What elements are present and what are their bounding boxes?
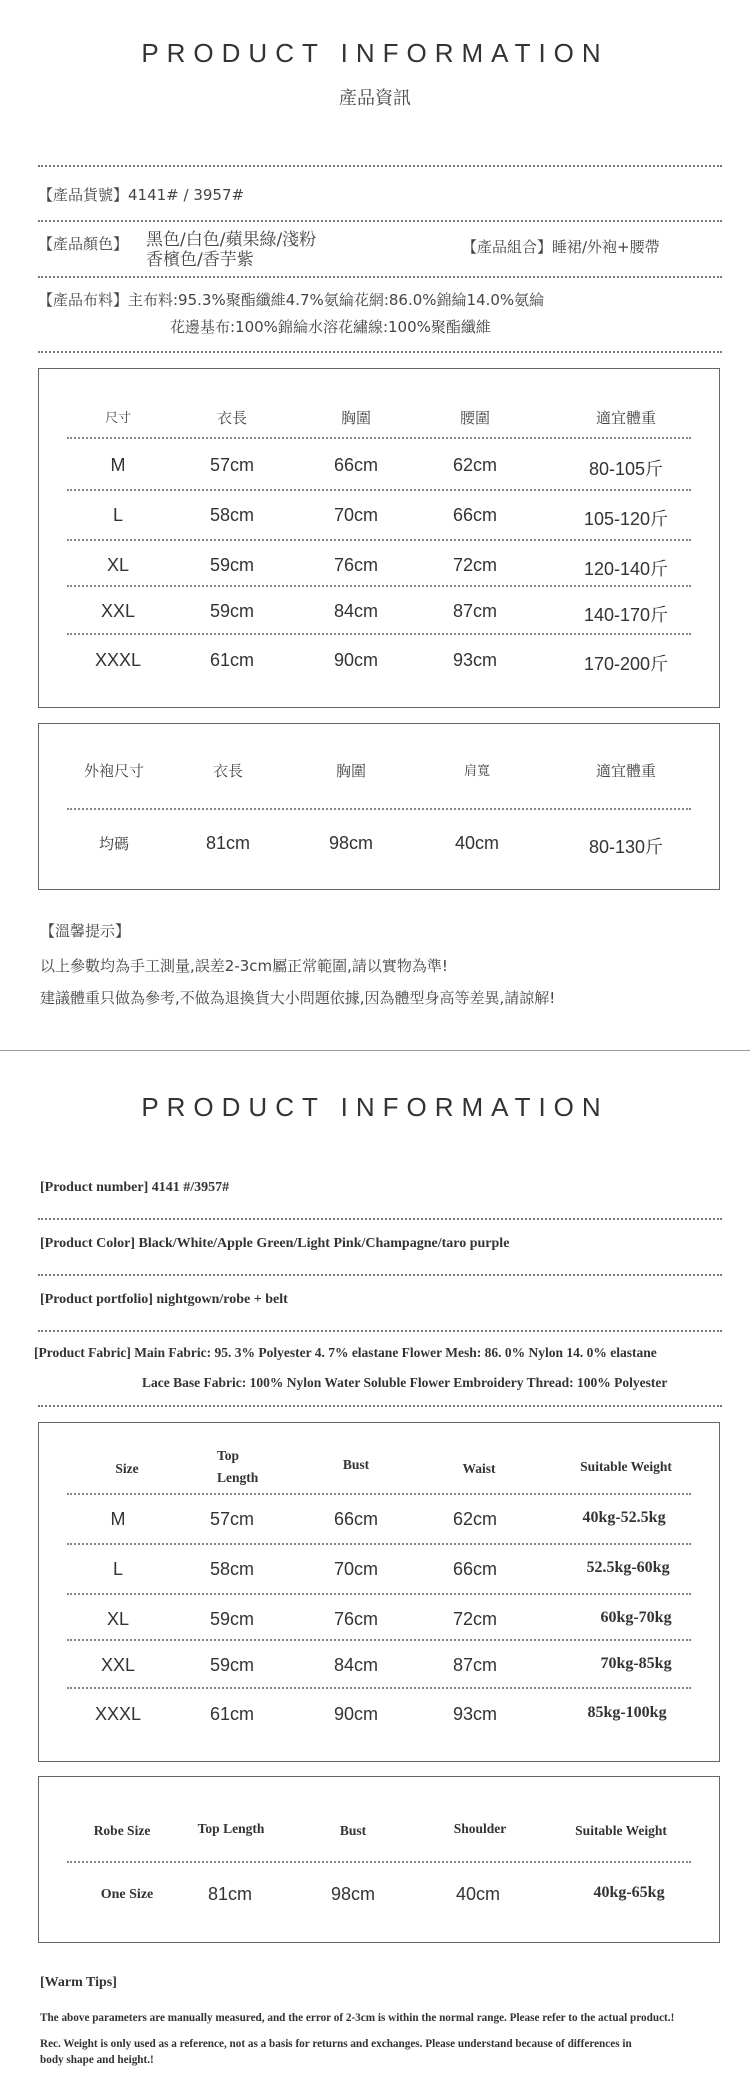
cell-length: 59cm xyxy=(209,601,255,621)
fabric-line-1-cn: 【產品布料】主布料:95.3%聚酯纖維4.7%氨綸花網:86.0%錦綸14.0%氨綸 xyxy=(38,291,545,309)
header-weight: Suitable Weight xyxy=(575,1823,667,1838)
cell-length: 57cm xyxy=(209,455,255,475)
table-row xyxy=(39,601,719,635)
header-top-length: Top Length xyxy=(217,1448,259,1485)
tips-line-2-en: Rec. Weight is only used as a reference, not as a basis for returns and exchanges. Please understand because of differences in xyxy=(40,2038,632,2050)
table-header xyxy=(39,407,719,441)
cell-waist: 62cm xyxy=(452,455,498,475)
row-divider xyxy=(67,1861,691,1863)
header-weight: 適宜體重 xyxy=(595,762,657,780)
size-table-en xyxy=(38,1422,720,1762)
cell-size: XXXL xyxy=(94,650,142,670)
cell-weight: 120-140斤 xyxy=(583,559,669,579)
cell-bust: 84cm xyxy=(333,1655,379,1675)
header-weight: Suitable Weight xyxy=(580,1459,672,1474)
cell-length: 58cm xyxy=(209,1559,255,1579)
table-header xyxy=(39,1823,719,1857)
row-divider xyxy=(67,1593,691,1595)
cell-bust: 76cm xyxy=(333,1609,379,1629)
color-line-2: 香檳色/香芋紫 xyxy=(146,250,254,270)
row-divider xyxy=(67,489,691,491)
cell-size: XXL xyxy=(100,1655,136,1675)
row-divider xyxy=(67,539,691,541)
table-row xyxy=(39,1655,719,1689)
tips-line-1-cn: 以上參數均為手工測量,誤差2-3cm屬正常範圍,請以實物為準! xyxy=(40,957,448,975)
header-waist: 腰圍 xyxy=(459,409,491,427)
header-size: Size xyxy=(115,1461,139,1476)
header-bust: 胸圍 xyxy=(335,762,367,780)
divider xyxy=(38,276,722,278)
cell-bust: 66cm xyxy=(333,1509,379,1529)
cell-weight: 85kg-100kg xyxy=(587,1704,667,1721)
cell-weight: 40kg-52.5kg xyxy=(582,1509,666,1526)
table-row xyxy=(39,1609,719,1643)
table-row xyxy=(39,1884,719,1918)
cell-bust: 66cm xyxy=(333,455,379,475)
product-fabric-line-2-en: Lace Base Fabric: 100% Nylon Water Soluble Flower Embroidery Thread: 100% Polyester xyxy=(142,1375,668,1390)
combo-cn: 【產品組合】睡裙/外袍+腰帶 xyxy=(462,238,660,256)
table-row xyxy=(39,505,719,539)
header-length: 衣長 xyxy=(212,762,244,780)
row-divider xyxy=(67,633,691,635)
divider xyxy=(38,351,722,353)
header-top-length: Top Length xyxy=(197,1821,265,1836)
tips-title-en: [Warm Tips] xyxy=(40,1975,117,1990)
header-robe-size: Robe Size xyxy=(93,1823,151,1838)
cell-size: M xyxy=(110,1509,126,1529)
table-header xyxy=(39,760,719,794)
row-divider xyxy=(67,1543,691,1545)
cell-size: XXXL xyxy=(94,1704,142,1724)
header-shoulder: 肩寬 xyxy=(463,764,491,779)
header-weight: 適宜體重 xyxy=(595,409,657,427)
cell-waist: 62cm xyxy=(452,1509,498,1529)
section-divider xyxy=(0,1050,750,1051)
table-row xyxy=(39,1509,719,1543)
table-row xyxy=(39,650,719,684)
cell-waist: 93cm xyxy=(452,1704,498,1724)
table-row xyxy=(39,1559,719,1593)
divider xyxy=(38,1330,722,1332)
product-fabric-line-1-en: [Product Fabric] Main Fabric: 95. 3% Polyester 4. 7% elastane Flower Mesh: 86. 0% Nylon 14. 0% elastane xyxy=(34,1345,657,1360)
cell-size: XL xyxy=(106,555,130,575)
cell-length: 81cm xyxy=(205,833,251,853)
header-length: 衣長 xyxy=(216,409,248,427)
row-divider xyxy=(67,1687,691,1689)
cell-size: One Size xyxy=(100,1887,154,1902)
cell-waist: 66cm xyxy=(452,505,498,525)
cell-size: L xyxy=(112,1559,124,1579)
cell-length: 61cm xyxy=(209,1704,255,1724)
page-subtitle-cn: 產品資訊 xyxy=(339,88,411,109)
page-title-cn: PRODUCT INFORMATION xyxy=(141,38,609,68)
cell-size: 均碼 xyxy=(98,836,130,853)
cell-bust: 98cm xyxy=(330,1884,376,1904)
divider xyxy=(38,220,722,222)
item-number-cn: 【產品貨號】4141# / 3957# xyxy=(38,186,245,204)
cell-size: XL xyxy=(106,1609,130,1629)
page-title-en: PRODUCT INFORMATION xyxy=(141,1092,609,1122)
tips-line-2-cn: 建議體重只做為參考,不做為退換貨大小問題依據,因為體型身高等差異,請諒解! xyxy=(40,989,556,1007)
cell-shoulder: 40cm xyxy=(454,833,500,853)
table-row xyxy=(39,1704,719,1738)
cell-weight: 52.5kg-60kg xyxy=(586,1559,670,1576)
cell-bust: 70cm xyxy=(333,1559,379,1579)
header-size: 尺寸 xyxy=(104,411,132,426)
cell-length: 59cm xyxy=(209,555,255,575)
color-label-cn: 【產品顏色】 xyxy=(38,235,129,253)
cell-weight: 80-130斤 xyxy=(588,837,664,857)
cell-bust: 90cm xyxy=(333,650,379,670)
cell-weight: 80-105斤 xyxy=(588,459,664,479)
cell-weight: 70kg-85kg xyxy=(600,1655,672,1672)
cell-length: 81cm xyxy=(207,1884,253,1904)
divider xyxy=(38,1274,722,1276)
table-row xyxy=(39,455,719,489)
robe-table-cn xyxy=(38,723,720,890)
header-robe-size: 外袍尺寸 xyxy=(83,762,145,780)
table-row xyxy=(39,833,719,867)
cell-waist: 72cm xyxy=(452,555,498,575)
tips-line-1-en: The above parameters are manually measured, and the error of 2-3cm is within the normal range. Please refer to the actual product.! xyxy=(40,2012,675,2024)
divider xyxy=(38,1218,722,1220)
cell-bust: 76cm xyxy=(333,555,379,575)
cell-weight: 60kg-70kg xyxy=(600,1609,672,1626)
row-divider xyxy=(67,1493,691,1495)
divider xyxy=(38,165,722,167)
cell-length: 59cm xyxy=(209,1655,255,1675)
table-header xyxy=(39,1445,719,1493)
cell-waist: 72cm xyxy=(452,1609,498,1629)
cell-weight: 105-120斤 xyxy=(583,509,669,529)
header-waist: Waist xyxy=(462,1461,496,1476)
tips-title-cn: 【溫馨提示】 xyxy=(40,922,131,940)
row-divider xyxy=(67,585,691,587)
table-row xyxy=(39,555,719,589)
cell-size: L xyxy=(112,505,124,525)
cell-weight: 40kg-65kg xyxy=(593,1884,665,1901)
cell-size: M xyxy=(110,455,126,475)
cell-length: 61cm xyxy=(209,650,255,670)
cell-length: 58cm xyxy=(209,505,255,525)
cell-weight: 170-200斤 xyxy=(583,654,669,674)
cell-bust: 90cm xyxy=(333,1704,379,1724)
row-divider xyxy=(67,1639,691,1641)
header-bust: Bust xyxy=(339,1823,367,1838)
row-divider xyxy=(67,808,691,810)
cell-waist: 87cm xyxy=(452,601,498,621)
header-bust: Bust xyxy=(342,1457,370,1472)
product-color-en: [Product Color] Black/White/Apple Green/Light Pink/Champagne/taro purple xyxy=(40,1236,510,1251)
cell-length: 59cm xyxy=(209,1609,255,1629)
cell-bust: 70cm xyxy=(333,505,379,525)
cell-waist: 87cm xyxy=(452,1655,498,1675)
product-number-en: [Product number] 4141 #/3957# xyxy=(40,1180,230,1195)
header-bust: 胸圍 xyxy=(340,409,372,427)
cell-weight: 140-170斤 xyxy=(583,605,669,625)
fabric-line-2-cn: 花邊基布:100%錦綸水溶花繡線:100%聚酯纖維 xyxy=(170,318,491,336)
robe-table-en xyxy=(38,1776,720,1943)
cell-waist: 93cm xyxy=(452,650,498,670)
cell-length: 57cm xyxy=(209,1509,255,1529)
cell-waist: 66cm xyxy=(452,1559,498,1579)
color-line-1: 黑色/白色/蘋果綠/淺粉 xyxy=(146,230,317,250)
color-values-cn xyxy=(146,230,316,270)
row-divider xyxy=(67,437,691,439)
cell-bust: 98cm xyxy=(328,833,374,853)
cell-size: XXL xyxy=(100,601,136,621)
cell-bust: 84cm xyxy=(333,601,379,621)
product-portfolio-en: [Product portfolio] nightgown/robe + belt xyxy=(40,1292,288,1307)
header-shoulder: Shoulder xyxy=(453,1821,507,1836)
tips-line-3-en: body shape and height.! xyxy=(40,2054,154,2066)
divider xyxy=(38,1405,722,1407)
size-table-cn xyxy=(38,368,720,708)
cell-shoulder: 40cm xyxy=(455,1884,501,1904)
